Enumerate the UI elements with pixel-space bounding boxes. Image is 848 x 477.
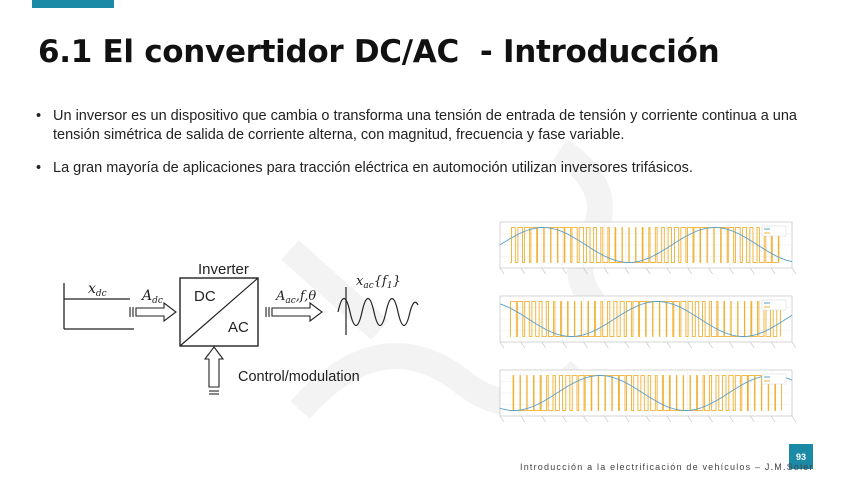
pwm-chart-panel [500, 370, 796, 422]
ac-output-label: $x_{ac}\{f_1\}$ [356, 274, 401, 291]
dc-input-label: $x_{dc}$ [88, 281, 107, 299]
bullet-item [36, 107, 816, 145]
output-arrow-label: $A_{ac},f,\theta$ [276, 289, 317, 306]
control-arrow [205, 347, 223, 394]
inverter-ac-label: AC [228, 319, 249, 336]
bullet-marker: • [36, 160, 42, 176]
pwm-chart-panel [500, 296, 796, 348]
slide-title: 6.1 El convertidor DC/AC - Introducción [38, 34, 720, 70]
input-arrow-label: $A_{dc}$ [142, 288, 163, 306]
bullet-list [36, 107, 816, 192]
pwm-waveform-charts [470, 216, 800, 446]
ac-output-signal [338, 287, 418, 335]
top-accent-bar [32, 0, 114, 8]
chart-legend [762, 374, 786, 384]
bullet-text: Un inversor es un dispositivo que cambia o transforma una tensión de entrada de tensión y corriente continua a una tensión simétrica de salida de corriente alterna, con magnitud, frecuencia y fase variable. [53, 108, 797, 143]
bullet-marker: • [36, 108, 42, 124]
page-number: 93 [789, 444, 813, 469]
bullet-text: La gran mayoría de aplicaciones para tracción eléctrica en automoción utilizan inversores trifásicos. [53, 160, 693, 176]
chart-legend [762, 300, 786, 310]
chart-legend [762, 226, 786, 236]
bullet-item [36, 159, 816, 178]
inverter-title: Inverter [198, 261, 249, 278]
pwm-chart-panel [500, 222, 796, 274]
footer-credit: Introducción a la electrificación de vehículos – J.M.Soler [520, 462, 814, 472]
inverter-block-diagram [52, 255, 442, 415]
inverter-dc-label: DC [194, 288, 216, 305]
control-label: Control/modulation [238, 369, 360, 385]
